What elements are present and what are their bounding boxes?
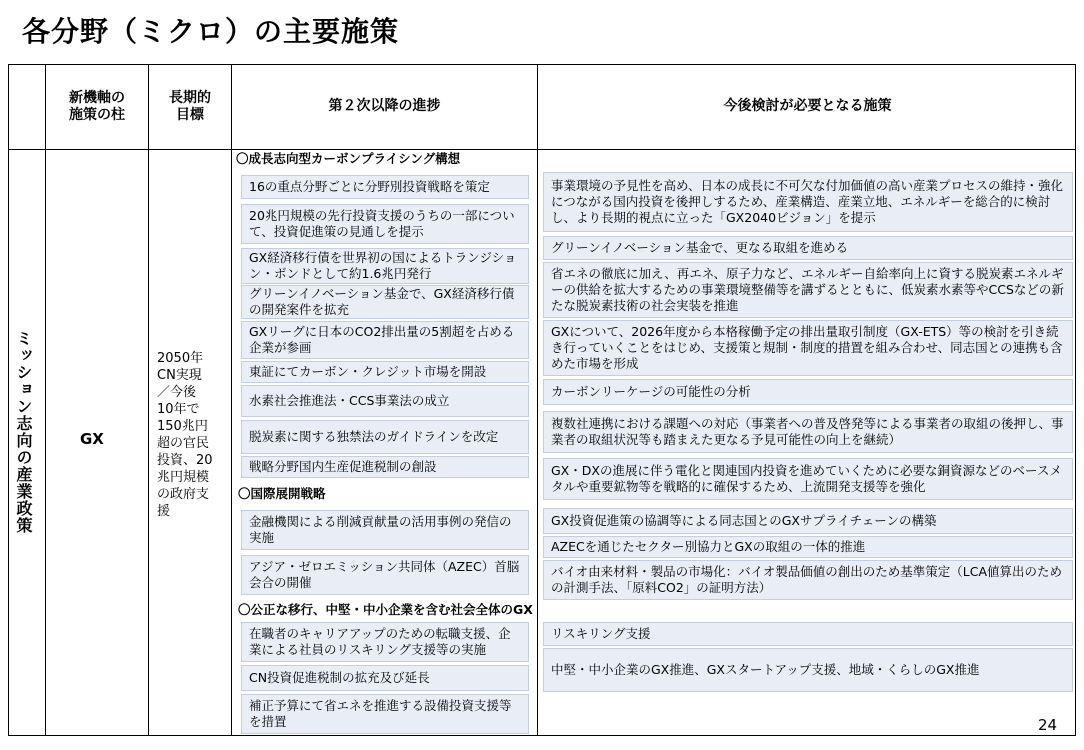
- long-term-goal-text: 2050年 CN実現 ／今後 10年で 150兆円 超の官民 投資、20 兆円規模 の政府支 援: [157, 351, 213, 519]
- section-carbon-pricing: 〇成長志向型カーボンプライシング構想: [236, 151, 461, 166]
- progress-item: GX経済移行債を世界初の国によるトランジション・ボンドとして約1.6兆円発行: [241, 248, 529, 284]
- progress-item: 金融機関による削減貢献量の活用事例の発信の実施: [241, 510, 529, 550]
- future-measure-item: 事業環境の予見性を高め、日本の成長に不可欠な付加価値の高い産業プロセスの維持・強化につながる国内投資を後押しするため、産業構造、産業立地、エネルギーを総合的に検討し、より長期的視点に立った「GX2040ビジョン」を提示: [543, 172, 1073, 232]
- header-long-term-goal: 長期的 目標: [169, 89, 211, 123]
- progress-item: 戦略分野国内生産促進税制の創設: [241, 456, 529, 478]
- page-title: 各分野（ミクロ）の主要施策: [22, 15, 400, 48]
- future-measure-item: GXについて、2026年度から本格稼働予定の排出量取引制度（GX-ETS）等の検討を引き続き行っていくことをはじめ、支援策と規制・制度的措置を組み合わせ、同志国との連携も含めた市場を形成: [543, 320, 1073, 376]
- section-just-transition: 〇公正な移行、中堅・中小企業を含む社会全体のGX: [238, 602, 533, 617]
- future-measure-item: リスキリング支援: [543, 622, 1073, 646]
- header-progress: 第２次以降の進捗: [328, 98, 441, 115]
- progress-item: GXリーグに日本のCO2排出量の5割超を占める企業が参画: [241, 321, 529, 359]
- future-measure-item: GX・DXの進展に伴う電化と関連国内投資を進めていくために必要な銅資源などのベースメタルや重要鉱物等を戦略的に確保するため、上流開発支援等を強化: [543, 458, 1073, 500]
- header-pillar: 新機軸の 施策の柱: [69, 89, 125, 123]
- pillar-gx-label: GX: [80, 430, 104, 448]
- progress-item: 補正予算にて省エネを推進する設備投資支援等を措置: [241, 694, 529, 734]
- future-measure-item: AZECを通じたセクター別協力とGXの取組の一体的推進: [543, 536, 1073, 558]
- future-measure-item: 省エネの徹底に加え、再エネ、原子力など、エネルギー自給率向上に資する脱炭素エネルギーの供給を拡大するための事業環境整備等を講ずるとともに、低炭素水素等やCCSなどの新たな脱炭素技術の社会実装を推進: [543, 262, 1073, 318]
- header-divider: [9, 149, 1075, 150]
- progress-item: 東証にてカーボン・クレジット市場を開設: [241, 361, 529, 383]
- progress-item: アジア・ゼロエミッション共同体（AZEC）首脳会合の開催: [241, 555, 529, 595]
- future-measure-item: バイオ由来材料・製品の市場化：バイオ製品価値の創出のため基準策定（LCA値算出のための計測手法、「原料CO2」の証明方法）: [543, 560, 1073, 600]
- column-divider: [148, 65, 149, 735]
- future-measure-item: 中堅・中小企業のGX推進、GXスタートアップ支援、地域・くらしのGX推進: [543, 648, 1073, 692]
- progress-item: CN投資促進税制の拡充及び延長: [241, 665, 529, 691]
- column-divider: [231, 65, 232, 735]
- mission-oriented-label: ミッション志向の産業政策: [14, 330, 33, 534]
- future-measure-item: カーボンリーケージの可能性の分析: [543, 379, 1073, 405]
- progress-item: グリーンイノベーション基金で、GX経済移行債の開発案件を拡充: [241, 285, 529, 319]
- future-measure-item: グリーンイノベーション基金で、更なる取組を進める: [543, 236, 1073, 260]
- progress-item: 水素社会推進法・CCS事業法の成立: [241, 385, 529, 417]
- column-divider: [45, 65, 46, 735]
- page-number: 24: [1038, 716, 1058, 734]
- future-measure-item: 複数社連携における課題への対応（事業者への普及啓発等による事業者の取組の後押し、事業者の取組状況等も踏まえた更なる予見可能性の向上を継続）: [543, 411, 1073, 453]
- column-divider: [537, 65, 538, 735]
- progress-item: 在職者のキャリアアップのための転職支援、企業による社員のリスキリング支援等の実施: [241, 622, 529, 662]
- future-measure-item: GX投資促進策の協調等による同志国とのGXサプライチェーンの構築: [543, 508, 1073, 534]
- header-future-measures: 今後検討が必要となる施策: [723, 98, 892, 115]
- progress-item: 20兆円規模の先行投資支援のうちの一部について、投資促進策の見通しを提示: [241, 204, 529, 244]
- section-international: 〇国際展開戦略: [238, 486, 326, 501]
- progress-item: 脱炭素に関する独禁法のガイドラインを改定: [241, 420, 529, 454]
- progress-item: 16の重点分野ごとに分野別投資戦略を策定: [241, 175, 529, 199]
